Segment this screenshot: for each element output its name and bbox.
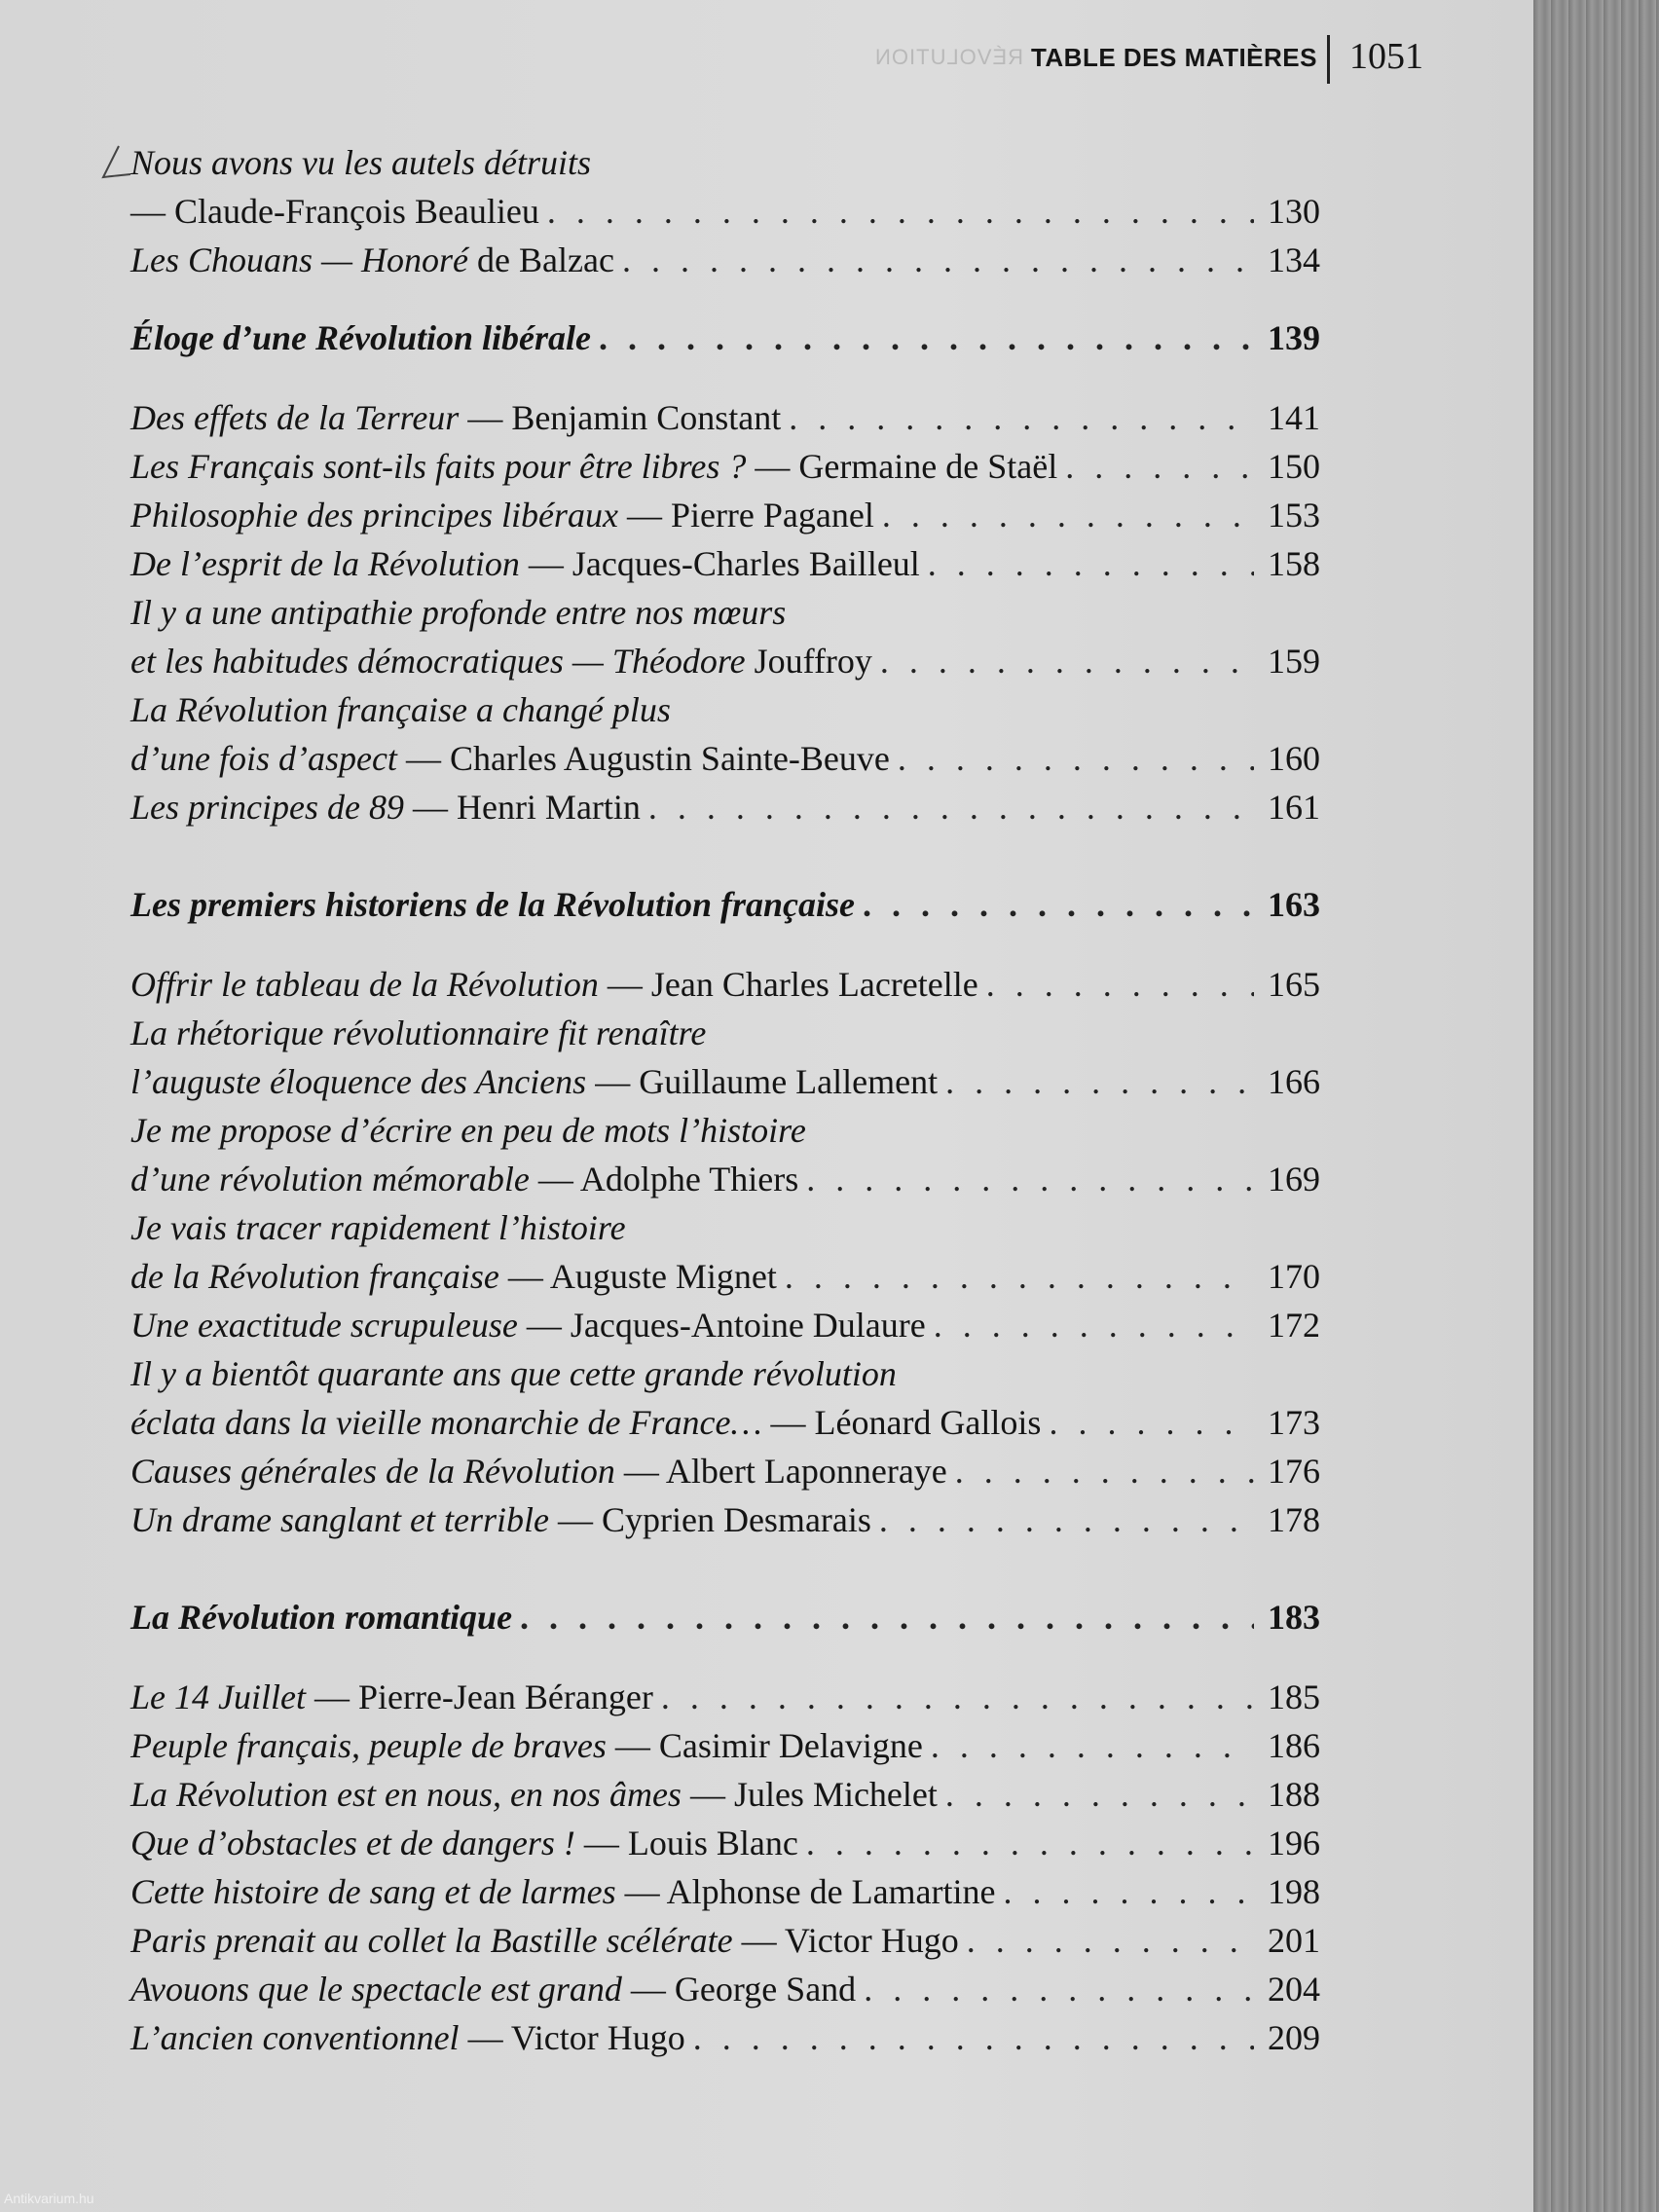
toc-page-number: 134 [1268, 240, 1320, 279]
toc-title-italic: Philosophie des principes libéraux [130, 496, 618, 535]
toc-title-italic: et les habitudes démocratiques — Théodore [130, 642, 746, 681]
toc-entry [130, 1252, 1320, 1301]
toc-entry [130, 442, 1320, 491]
leader-dots [806, 1819, 1254, 1867]
toc-entry-title [130, 1301, 926, 1349]
toc-entry [130, 1155, 1320, 1203]
toc-entry-title [130, 1916, 959, 1965]
toc-section-heading [130, 880, 1320, 929]
toc-title-italic: Que d’obstacles et de dangers ! [130, 1824, 575, 1862]
toc-title-italic: Il y a bientôt quarante ans que cette grande révolution [130, 1354, 897, 1393]
header-divider [1327, 35, 1330, 84]
toc-entry [130, 1819, 1320, 1867]
toc-title-italic: Cette histoire de sang et de larmes [130, 1872, 616, 1911]
leader-dots [928, 539, 1254, 588]
page-stack-edge [1533, 0, 1659, 2212]
toc-entry-title [130, 1203, 626, 1252]
toc-section-heading [130, 313, 1320, 362]
leader-dots [934, 1301, 1254, 1349]
toc-page-number: 169 [1268, 1160, 1320, 1198]
leader-dots [880, 637, 1254, 685]
toc-title-italic: Peuple français, peuple de braves [130, 1726, 607, 1765]
toc-entry [130, 1916, 1320, 1965]
toc-entry-title [130, 734, 890, 783]
toc-author: — Charles Augustin Sainte-Beuve [396, 739, 890, 778]
toc-line [130, 1009, 1320, 1057]
toc-entry [130, 393, 1320, 442]
toc-author: — Léonard Gallois [761, 1403, 1042, 1442]
toc-page-number: 176 [1268, 1452, 1320, 1491]
toc-page-number: 178 [1268, 1500, 1320, 1539]
toc-title-italic: Paris prenait au collet la Bastille scélérate [130, 1921, 733, 1960]
toc-title-italic: La Révolution est en nous, en nos âmes [130, 1775, 682, 1814]
toc-title-italic: La rhétorique révolutionnaire fit renaître [130, 1014, 707, 1052]
toc-page-number: 188 [1268, 1775, 1320, 1814]
toc-entry-title [130, 1057, 938, 1106]
toc-page-number: 196 [1268, 1824, 1320, 1862]
toc-page-number: 153 [1268, 496, 1320, 535]
toc-entry-title [130, 685, 671, 734]
leader-dots [945, 1770, 1254, 1819]
leader-dots [882, 491, 1254, 539]
leader-dots [806, 1155, 1254, 1203]
toc-entry-title [130, 2013, 685, 2062]
toc-entry-title [130, 236, 614, 284]
leader-dots [789, 393, 1254, 442]
leader-dots [1049, 1398, 1254, 1447]
toc-title-italic: d’une révolution mémorable [130, 1160, 530, 1198]
leader-dots [693, 2013, 1254, 2062]
toc-page-number: 130 [1268, 192, 1320, 231]
toc-page-number: 163 [1268, 885, 1320, 924]
toc-author: — Auguste Mignet [498, 1257, 777, 1296]
toc-title-italic: éclata dans la vieille monarchie de France… [130, 1403, 762, 1442]
toc-author: — Victor Hugo [732, 1921, 959, 1960]
toc-entry-title [130, 880, 855, 929]
leader-dots [648, 783, 1254, 831]
toc-title-italic: l’auguste éloquence des Anciens [130, 1062, 587, 1101]
toc-page-number: 198 [1268, 1872, 1320, 1911]
toc-entry-title [130, 1673, 653, 1721]
toc-title-italic: La Révolution française a changé plus [130, 690, 671, 729]
toc-entry-title [130, 1398, 1041, 1447]
toc-title-italic: Un drame sanglant et terrible [130, 1500, 549, 1539]
toc-entry-title [130, 1867, 996, 1916]
toc-author: — Adolphe Thiers [529, 1160, 799, 1198]
toc-author: de Balzac [468, 240, 614, 279]
leader-dots [931, 1721, 1254, 1770]
toc-page-number: 165 [1268, 965, 1320, 1004]
toc-entry-title [130, 138, 591, 187]
toc-author: Jouffroy [745, 642, 872, 681]
toc-entry [130, 1770, 1320, 1819]
toc-page-number: 166 [1268, 1062, 1320, 1101]
header-page-number: 1051 [1349, 36, 1423, 77]
toc-page-number: 185 [1268, 1677, 1320, 1716]
toc-author: — Germaine de Staël [746, 447, 1058, 486]
leader-dots [1004, 1867, 1255, 1916]
toc-entry-title [130, 187, 539, 236]
toc-entry [130, 1867, 1320, 1916]
spacer [130, 362, 1320, 393]
toc-page-number: 158 [1268, 544, 1320, 583]
toc-page-number: 159 [1268, 642, 1320, 681]
watermark: Antikvarium.hu [4, 2191, 94, 2206]
toc-title-italic: Les premiers historiens de la Révolution française [130, 885, 856, 924]
toc-author: — Victor Hugo [459, 2018, 685, 2057]
toc-entry [130, 539, 1320, 588]
toc-author: — Guillaume Lallement [586, 1062, 939, 1101]
toc-entry-title [130, 1252, 777, 1301]
running-header [0, 35, 1436, 84]
toc-entry-title [130, 393, 781, 442]
toc-author: — Albert Laponneraye [614, 1452, 947, 1491]
toc-entry-title [130, 1009, 706, 1057]
toc-title-italic: Des effets de la Terreur [130, 398, 460, 437]
toc-title-italic: Offrir le tableau de la Révolution [130, 965, 599, 1004]
toc-author: — Jacques-Charles Bailleul [519, 544, 920, 583]
toc-author: — George Sand [621, 1970, 857, 2009]
toc-entry-title [130, 313, 591, 362]
toc-entry [130, 1301, 1320, 1349]
toc-title-italic: Le 14 Juillet [130, 1677, 306, 1716]
toc-entry-title [130, 637, 872, 685]
toc-line [130, 588, 1320, 637]
leader-dots [661, 1673, 1254, 1721]
toc-entry [130, 491, 1320, 539]
toc-section-heading [130, 1593, 1320, 1641]
toc-entry [130, 960, 1320, 1009]
leader-dots [879, 1495, 1254, 1544]
toc-line [130, 1203, 1320, 1252]
toc-title-italic: Je me propose d’écrire en peu de mots l’histoire [130, 1111, 806, 1150]
toc-page-number: 161 [1268, 788, 1320, 827]
toc-author: — Jean Charles Lacretelle [598, 965, 978, 1004]
toc-author: — Pierre-Jean Béranger [305, 1677, 653, 1716]
toc-line [130, 138, 1320, 187]
toc-entry-title [130, 1721, 923, 1770]
leader-dots [945, 1057, 1254, 1106]
toc-title-italic: de la Révolution française [130, 1257, 499, 1296]
toc-title-italic: Nous avons vu les autels détruits [130, 143, 591, 182]
spacer [130, 831, 1320, 880]
toc-title-italic: Avouons que le spectacle est grand [130, 1970, 622, 2009]
spacer [130, 929, 1320, 960]
toc-page-number: 141 [1268, 398, 1320, 437]
toc-page-number: 173 [1268, 1403, 1320, 1442]
leader-dots [863, 880, 1254, 929]
pencil-mark-icon [99, 144, 132, 181]
spacer [130, 1544, 1320, 1593]
toc-page-number: 160 [1268, 739, 1320, 778]
toc-entry-title [130, 1593, 512, 1641]
toc-entry [130, 236, 1320, 284]
toc-page-number: 172 [1268, 1306, 1320, 1345]
toc-title-italic: Causes générales de la Révolution [130, 1452, 615, 1491]
toc-page-number: 204 [1268, 1970, 1320, 2009]
toc-entry-title [130, 1155, 798, 1203]
toc-page-number: 201 [1268, 1921, 1320, 1960]
toc-page-number: 150 [1268, 447, 1320, 486]
leader-dots [547, 187, 1254, 236]
toc-entry-title [130, 1495, 871, 1544]
toc-author: — Casimir Delavigne [606, 1726, 923, 1765]
leader-dots [898, 734, 1254, 783]
toc-entry-title [130, 1106, 806, 1155]
toc-author: — Alphonse de Lamartine [615, 1872, 996, 1911]
toc-entry-title [130, 1349, 897, 1398]
toc-line [130, 685, 1320, 734]
header-title: TABLE DES MATIÈRES [1030, 43, 1317, 72]
toc-title-italic: Éloge d’une Révolution libérale [130, 318, 591, 357]
toc-title-italic: Une exactitude scrupuleuse [130, 1306, 518, 1345]
toc-entry-title [130, 588, 786, 637]
header-bleed-through-text: RÉVOLUTION [874, 45, 1024, 69]
toc-title-italic: La Révolution romantique [130, 1598, 513, 1637]
leader-dots [967, 1916, 1254, 1965]
leader-dots [622, 236, 1254, 284]
toc-entry-title [130, 442, 1057, 491]
toc-author: — Jules Michelet [681, 1775, 938, 1814]
leader-dots [1065, 442, 1254, 491]
toc-author: — Jacques-Antoine Dulaure [517, 1306, 926, 1345]
toc-page-number: 183 [1268, 1598, 1320, 1637]
toc-entry [130, 1057, 1320, 1106]
toc-author: — Pierre Paganel [617, 496, 874, 535]
toc-title-italic: Les Chouans — Honoré [130, 240, 469, 279]
toc-title-italic: Les principes de 89 [130, 788, 404, 827]
toc-entry-title [130, 1965, 856, 2013]
leader-dots [520, 1593, 1254, 1641]
toc-title-italic: d’une fois d’aspect [130, 739, 397, 778]
toc-page-number: 186 [1268, 1726, 1320, 1765]
toc-entry [130, 1721, 1320, 1770]
spacer [130, 284, 1320, 313]
leader-dots [986, 960, 1254, 1009]
toc-entry-title [130, 491, 874, 539]
toc-author: — Louis Blanc [574, 1824, 798, 1862]
toc-entry-title [130, 960, 978, 1009]
toc-page-number: 139 [1268, 318, 1320, 357]
leader-dots [955, 1447, 1254, 1495]
toc-title-italic: L’ancien conventionnel [130, 2018, 460, 2057]
toc-line [130, 1106, 1320, 1155]
spacer [130, 1641, 1320, 1673]
toc-entry [130, 637, 1320, 685]
toc-entry [130, 1965, 1320, 2013]
toc-entry [130, 1398, 1320, 1447]
leader-dots [785, 1252, 1254, 1301]
toc-entry-title [130, 1770, 938, 1819]
table-of-contents [130, 138, 1320, 2062]
toc-entry-title [130, 1447, 947, 1495]
toc-entry [130, 1447, 1320, 1495]
leader-dots [599, 313, 1254, 362]
toc-entry [130, 783, 1320, 831]
toc-author: — Cyprien Desmarais [548, 1500, 871, 1539]
toc-entry-title [130, 783, 641, 831]
toc-title-italic: Je vais tracer rapidement l’histoire [130, 1208, 626, 1247]
toc-title-italic: Il y a une antipathie profonde entre nos mœurs [130, 593, 787, 632]
toc-author: — Benjamin Constant [459, 398, 782, 437]
toc-page-number: 170 [1268, 1257, 1320, 1296]
toc-title-italic: Les Français sont-ils faits pour être libres ? [130, 447, 747, 486]
toc-entry [130, 734, 1320, 783]
toc-entry [130, 1673, 1320, 1721]
toc-entry [130, 187, 1320, 236]
toc-author: — Henri Martin [403, 788, 641, 827]
leader-dots [864, 1965, 1254, 2013]
toc-title-italic: De l’esprit de la Révolution [130, 544, 520, 583]
toc-entry [130, 2013, 1320, 2062]
toc-entry [130, 1495, 1320, 1544]
toc-entry-title [130, 539, 920, 588]
toc-page-number: 209 [1268, 2018, 1320, 2057]
toc-entry-title [130, 1819, 798, 1867]
toc-author: — Claude-François Beaulieu [130, 192, 539, 231]
toc-line [130, 1349, 1320, 1398]
